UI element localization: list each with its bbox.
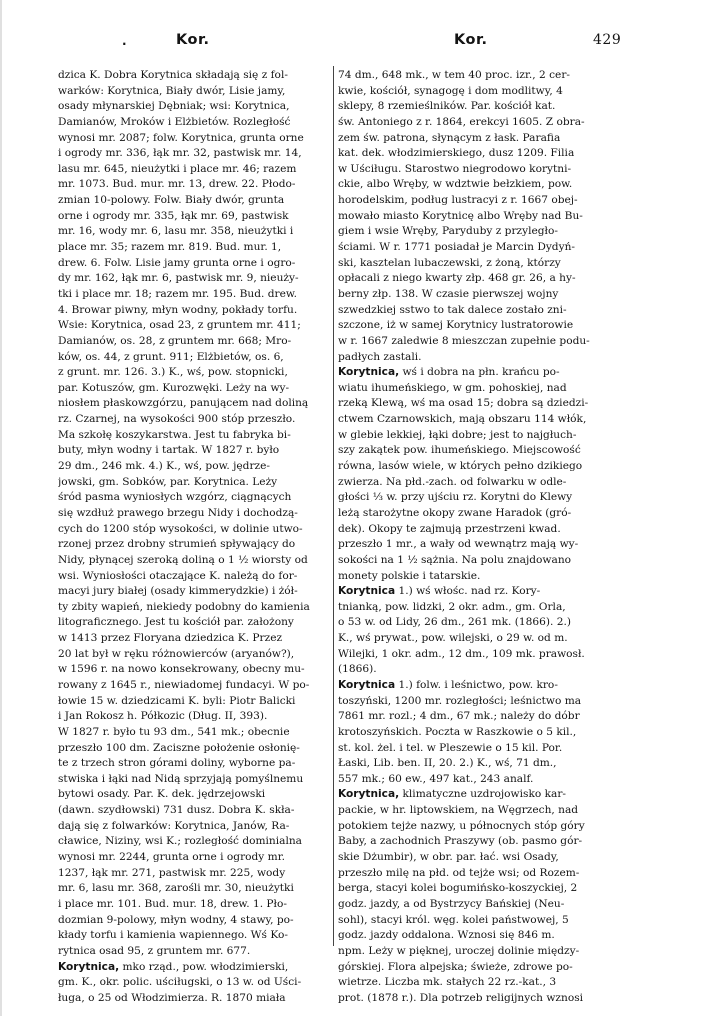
entry-headword: Korytnica: [338, 585, 396, 598]
line-text: 1.) folw. i leśnictwo, pow. kro-: [395, 678, 558, 691]
text-line: [58, 647, 332, 663]
text-line: [338, 803, 620, 819]
text-line: [58, 396, 332, 412]
line-text: ski, kasztelan lubaczewski, z żoną, którzy: [338, 256, 561, 269]
line-text: 1237, łąk mr. 271, pastwisk mr. 225, wody: [58, 866, 286, 879]
line-text: ściami. W r. 1771 posiadał je Marcin Dydyń-: [338, 241, 575, 254]
text-line: [58, 709, 332, 725]
line-text: place mr. 35; razem mr. 819. Bud. mur. 1,: [58, 241, 282, 254]
text-line: [58, 443, 332, 459]
text-line: [338, 224, 620, 240]
line-text: dają się z folwarków: Korytnica, Janów, Ra-: [58, 819, 290, 832]
entry-headword: Korytnica: [338, 678, 396, 691]
text-line: [58, 193, 332, 209]
text-line: [58, 177, 332, 193]
text-line: [58, 99, 332, 115]
text-line: [58, 459, 332, 475]
text-line: [338, 365, 620, 381]
line-text: packie, w hr. liptowskiem, na Węgrzech, nad: [338, 804, 579, 817]
text-line: [338, 678, 620, 694]
text-line: [58, 819, 332, 835]
text-line: [58, 991, 332, 1007]
text-line: [58, 897, 332, 913]
line-text: przeszło milę na płd. od tejże wsi; od Rozem-: [338, 866, 580, 879]
line-text: stwiska i łąki nad Nidą sprzyjają pomyślnemu: [58, 772, 304, 785]
text-line: [338, 256, 620, 272]
line-text: i ogrody mr. 336, łąk mr. 32, pastwisk mr. 14,: [58, 147, 302, 160]
line-text: się wzdłuż prawego brzegu Nidy i dochodzą-: [58, 506, 298, 519]
text-line: [338, 334, 620, 350]
text-line: [58, 303, 332, 319]
text-line: [338, 443, 620, 459]
line-text: w 1596 r. na nowo konsekrowany, obecny mu-: [58, 663, 305, 676]
text-line: [338, 725, 620, 741]
text-line: [338, 944, 620, 960]
text-line: [338, 756, 620, 772]
text-line: [338, 350, 620, 366]
line-text: K., wś prywat., pow. wilejski, o 29 w. od m.: [338, 632, 568, 645]
text-line: [338, 271, 620, 287]
line-text: zmian 10-polowy. Folw. Biały dwór, grunta: [58, 194, 285, 207]
text-line: [58, 944, 332, 960]
line-text: wynosi mr. 2087; folw. Korytnica, grunta orne: [58, 131, 304, 144]
text-line: [338, 741, 620, 757]
text-line: [58, 928, 332, 944]
text-line: [58, 960, 332, 976]
text-line: [338, 709, 620, 725]
line-text: przeszło 100 dm. Zaciszne położenie osłonię-: [58, 741, 300, 754]
text-line: [338, 381, 620, 397]
text-line: [338, 569, 620, 585]
header-left-word: Kor.: [176, 32, 210, 48]
line-text: cych do 1200 stóp wysokości, w dolinie utwo-: [58, 522, 303, 535]
line-text: sokości na 1 ½ sążnia. Na polu znajdowano: [338, 553, 572, 566]
line-text: Wilejki, 1 okr. adm., 12 dm., 109 mk. prawosł.: [338, 647, 585, 660]
line-text: 29 dm., 246 mk. 4.) K., wś, pow. jędrze-: [58, 460, 270, 473]
line-text: horodelskim, podług lustracyi z r. 1667 obej-: [338, 194, 578, 207]
line-text: sohl), stacyi król. węg. kolei państwowej, 5: [338, 913, 569, 926]
text-line: [58, 162, 332, 178]
text-line: [338, 881, 620, 897]
text-line: [58, 866, 332, 882]
line-text: (1866).: [338, 663, 377, 676]
line-text: leżą starożytne okopy zwane Haradok (gró-: [338, 506, 572, 519]
line-text: i Jan Rokosz h. Półkozic (Dług. II, 393).: [58, 710, 268, 723]
line-text: 7861 mr. rozl.; 4 dm., 67 mk.; należy do dóbr: [338, 710, 580, 723]
line-text: rowany z 1645 r., niewiadomej fundacyi. W po-: [58, 678, 310, 691]
text-line: [58, 131, 332, 147]
text-line: [338, 522, 620, 538]
text-line: [58, 834, 332, 850]
text-line: [58, 84, 332, 100]
text-line: [338, 975, 620, 991]
line-text: krotoszyńskich. Poczta w Raszkowie o 5 kil.,: [338, 725, 577, 738]
line-text: dozmian 9-polowy, młyn wodny, 4 stawy, po-: [58, 913, 294, 926]
text-line: [58, 334, 332, 350]
text-line: [338, 99, 620, 115]
text-line: [338, 303, 620, 319]
line-text: 557 mk.; 60 ew., 497 kat., 243 analf.: [338, 772, 534, 785]
line-text: wsi. Wyniosłości otaczające K. należą do for-: [58, 569, 298, 582]
page-number: 429: [593, 32, 622, 48]
running-header: [0, 28, 720, 54]
text-line: [338, 647, 620, 663]
text-line: [338, 819, 620, 835]
text-line: [58, 787, 332, 803]
line-text: szy zakątek pow. ihumeńskiego. Miejscowość: [338, 444, 581, 457]
text-line: [58, 271, 332, 287]
text-line: [58, 803, 332, 819]
text-line: [58, 662, 332, 678]
line-text: rzeką Klewą, wś ma osad 15; dobra są dziedzi-: [338, 397, 589, 410]
line-text: łowie 15 w. dziedzicami K. byli: Piotr Balicki: [58, 694, 296, 707]
line-text: tki i place mr. 18; razem mr. 195. Bud. drew.: [58, 287, 298, 300]
text-line: [58, 381, 332, 397]
line-text: sklepy, 8 rzemieślników. Par. kościół kat.: [338, 100, 556, 113]
line-text: górskiej. Flora alpejska; świeże, zdrowe po-: [338, 960, 573, 973]
entry-headword: Korytnica,: [58, 960, 120, 973]
text-line: [58, 412, 332, 428]
text-line: [338, 193, 620, 209]
line-text: ków, os. 44, z grunt. 911; Elżbietów, os. 6,: [58, 350, 284, 363]
line-text: berny złp. 138. W czasie pierwszej wojny: [338, 287, 559, 300]
line-text: równa, lasów wiele, w których pełno dzikiego: [338, 460, 583, 473]
line-text: kłady torfu i kamienia wapiennego. Wś Ko-: [58, 929, 288, 942]
line-text: mko rząd., pow. włodzimierski,: [119, 960, 289, 973]
line-text: kwie, kościół, synagogę i dom modlitwy, 4: [338, 84, 563, 97]
text-line: [58, 756, 332, 772]
line-text: lasu mr. 645, nieużytki i place mr. 46; razem: [58, 162, 297, 175]
line-text: padłych zastali.: [338, 350, 422, 363]
line-text: Damianów, Mroków i Elżbietów. Rozległość: [58, 115, 291, 128]
line-text: buty, młyn wodny i tartak. W 1827 r. było: [58, 444, 280, 457]
entry-headword: Korytnica,: [338, 788, 400, 801]
line-text: niosłem płaskowzgórzu, panującem nad doliną: [58, 397, 309, 410]
text-line: [338, 115, 620, 131]
text-line: [58, 615, 332, 631]
line-text: macyi jury białej (osady kimmerydzkie) i żół-: [58, 585, 298, 598]
text-line: [338, 146, 620, 162]
left-column: [58, 68, 332, 1006]
text-line: [338, 506, 620, 522]
text-line: [338, 537, 620, 553]
text-line: [338, 162, 620, 178]
line-text: rytnica osad 95, z gruntem mr. 677.: [58, 944, 251, 957]
line-text: drew. 6. Folw. Lisie jamy grunta orne i ogro-: [58, 256, 296, 269]
line-text: opłacali z niego kwarty złp. 468 gr. 26, a hy-: [338, 272, 576, 285]
text-line: [58, 569, 332, 585]
text-line: [338, 694, 620, 710]
line-text: szczone, iż w samej Korytnicy lustratorowie: [338, 319, 574, 332]
text-line: [338, 131, 620, 147]
text-line: [58, 553, 332, 569]
line-text: głości ⅓ w. przy ujściu rz. Korytni do Klewy: [338, 491, 573, 504]
line-text: mr. 6, lasu mr. 368, zarośli mr. 30, nieużytki: [58, 882, 294, 895]
line-text: zwierza. Na płd.-zach. od folwarku w odle-: [338, 475, 567, 488]
line-text: w 1413 przez Floryana dziedzica K. Przez: [58, 632, 283, 645]
text-line: [338, 459, 620, 475]
line-text: ckie, albo Wręby, w wdztwie bełzkiem, pow.: [338, 178, 573, 191]
text-line: [58, 318, 332, 334]
text-line: [58, 287, 332, 303]
line-text: potokiem tejże nazwy, u północnych stóp góry: [338, 819, 585, 832]
text-line: [338, 68, 620, 84]
text-line: [58, 584, 332, 600]
text-line: [58, 694, 332, 710]
text-line: [58, 913, 332, 929]
line-text: zem św. patrona, słynącym z łask. Parafia: [338, 131, 561, 144]
text-line: [58, 115, 332, 131]
line-text: Nidy, płynącej szeroką doliną o 1 ½ wiorsty od: [58, 553, 308, 566]
line-text: rz. Czarnej, na wysokości 900 stóp przeszło.: [58, 413, 296, 426]
text-line: [58, 490, 332, 506]
text-line: [58, 522, 332, 538]
text-line: [58, 68, 332, 84]
line-text: warków: Korytnica, Biały dwór, Lisie jamy,: [58, 84, 286, 97]
line-text: (dawn. szydłowski) 731 dusz. Dobra K. skła-: [58, 804, 295, 817]
line-text: przeszło 1 mr., a wały od wewnątrz mają wy-: [338, 538, 579, 551]
text-line: [338, 897, 620, 913]
entry-headword: Korytnica,: [338, 366, 400, 379]
line-text: dzica K. Dobra Korytnica składają się z fol-: [58, 69, 288, 81]
text-line: [338, 866, 620, 882]
line-text: Damianów, os. 28, z gruntem mr. 668; Mro-: [58, 334, 292, 347]
text-line: [338, 177, 620, 193]
line-text: bytowi osady. Par. K. dek. jędrzejowski: [58, 788, 266, 801]
text-line: [338, 991, 620, 1007]
line-text: godz. jazdy, a od Bystrzycy Bańskiej (Neu-: [338, 897, 565, 910]
text-line: [338, 662, 620, 678]
text-line: [58, 741, 332, 757]
line-text: litograficznego. Jest tu kościół par. założony: [58, 616, 294, 629]
line-text: i place mr. 101. Bud. mur. 18, drew. 1. Pło-: [58, 897, 287, 910]
line-text: Ma szkołę koszykarstwa. Jest tu fabryka bi-: [58, 428, 291, 441]
text-line: [58, 146, 332, 162]
text-line: [338, 428, 620, 444]
text-line: [58, 365, 332, 381]
line-text: 1.) wś włośc. nad rz. Kory-: [395, 585, 541, 598]
line-text: berga, stacyi kolei bogumińsko-koszyckiej, 2: [338, 882, 578, 895]
line-text: mr. 1073. Bud. mur. mr. 13, drew. 22. Płodo-: [58, 178, 296, 191]
line-text: kat. dek. włodzimierskiego, dusz 1209. Filia: [338, 147, 575, 160]
line-text: wietrze. Liczba mk. stałych 22 rz.-kat., 3: [338, 976, 557, 989]
text-line: [338, 553, 620, 569]
text-line: [338, 412, 620, 428]
right-column: [338, 68, 620, 1006]
text-line: [58, 537, 332, 553]
line-text: mr. 16, wody mr. 6, lasu mr. 358, nieużytki i: [58, 225, 294, 238]
text-line: [338, 960, 620, 976]
text-line: [338, 240, 620, 256]
text-line: [338, 834, 620, 850]
line-text: te z trzech stron górami doliny, wyborne pa-: [58, 757, 296, 770]
line-text: 74 dm., 648 mk., w tem 40 proc. izr., 2 cer-: [338, 69, 570, 81]
line-text: o 53 w. od Lidy, 26 dm., 261 mk. (1866). 2.): [338, 616, 571, 629]
line-text: rzonej przez drobny strumień spływający do: [58, 538, 296, 551]
text-line: [338, 584, 620, 600]
line-text: Łaski, Lib. ben. II, 20. 2.) K., wś, 71 dm.,: [338, 757, 557, 770]
text-line: [58, 631, 332, 647]
line-text: śród pasma wyniosłych wzgórz, ciągnących: [58, 491, 292, 504]
line-text: prot. (1878 r.). Dla potrzeb religijnych wznosi: [338, 991, 584, 1004]
line-text: 4. Browar piwny, młyn wodny, pokłady torfu.: [58, 303, 298, 316]
text-line: [58, 256, 332, 272]
line-text: cławice, Niziny, wsi K.; rozległość dominialna: [58, 835, 302, 848]
text-line: [338, 787, 620, 803]
page-edge-shadow: [0, 0, 2, 1016]
text-line: [58, 678, 332, 694]
line-text: st. kol. żel. i tel. w Pleszewie o 15 kil. Por.: [338, 741, 563, 754]
line-text: w Uściługu. Starostwo niegrodowo korytni-: [338, 162, 572, 175]
line-text: wynosi mr. 2244, grunta orne i ogrody mr.: [58, 851, 285, 864]
text-line: [338, 318, 620, 334]
line-text: dek). Okopy te zajmują przestrzeni kwad.: [338, 522, 561, 535]
line-text: wś i dobra na płn. krańcu po-: [399, 366, 560, 379]
line-text: giem i wsie Wręby, Paryduby z przyległo-: [338, 225, 558, 238]
text-line: [338, 928, 620, 944]
text-line: [58, 350, 332, 366]
line-text: w glebie lekkiej, łąki dobre; jest to najgłuch-: [338, 428, 577, 441]
line-text: dy mr. 162, łąk mr. 6, pastwisk mr. 9, nieuży-: [58, 272, 299, 285]
text-line: [58, 240, 332, 256]
text-line: [58, 881, 332, 897]
line-text: toszyński, 1200 mr. rozległości; leśnictwo ma: [338, 694, 582, 707]
header-mark: .: [122, 34, 128, 48]
text-line: [338, 287, 620, 303]
line-text: orne i ogrody mr. 335, łąk mr. 69, pastwisk: [58, 209, 289, 222]
text-line: [338, 490, 620, 506]
text-line: [338, 475, 620, 491]
line-text: Baby, a zachodnich Praszywy (ob. pasmo gór-: [338, 835, 583, 848]
text-line: [338, 209, 620, 225]
text-line: [58, 975, 332, 991]
line-text: W 1827 r. było tu 93 dm., 541 mk.; obecnie: [58, 725, 290, 738]
text-line: [58, 209, 332, 225]
line-text: npm. Leży w pięknej, uroczej dolinie między-: [338, 944, 580, 957]
line-text: mowało miasto Korytnicę albo Wręby nad Bu-: [338, 209, 583, 222]
line-text: ługa, o 25 od Włodzimierza. R. 1870 miała: [58, 991, 286, 1004]
line-text: tnianką, pow. lidzki, 2 okr. adm., gm. Orla,: [338, 600, 566, 613]
line-text: skie Dżumbir), w obr. par. łać. wsi Osady,: [338, 851, 559, 864]
text-line: [58, 725, 332, 741]
text-line: [338, 600, 620, 616]
header-right-word: Kor.: [454, 32, 488, 48]
text-line: [338, 396, 620, 412]
line-text: monety polskie i tatarskie.: [338, 569, 481, 582]
text-line: [58, 850, 332, 866]
line-text: 20 lat był w ręku różnowierców (aryanów?),: [58, 647, 295, 660]
text-line: [338, 631, 620, 647]
text-line: [338, 772, 620, 788]
text-line: [338, 850, 620, 866]
text-line: [338, 913, 620, 929]
text-line: [58, 224, 332, 240]
text-line: [58, 428, 332, 444]
text-line: [58, 600, 332, 616]
line-text: ctwem Czarnowskich, mają obszaru 114 włók,: [338, 413, 587, 426]
line-text: szwedzkiej sstwo to tak dalece zostało zni-: [338, 303, 567, 316]
line-text: par. Kotuszów, gm. Kurozwęki. Leży na wy-: [58, 381, 290, 394]
text-line: [58, 772, 332, 788]
line-text: godz. jazdy oddalona. Wznosi się 846 m.: [338, 929, 555, 942]
line-text: ty zbity wapień, niekiedy podobny do kamienia: [58, 600, 310, 613]
line-text: św. Antoniego z r. 1864, erekcyi 1605. Z obra-: [338, 115, 585, 128]
text-line: [58, 506, 332, 522]
line-text: wiatu ihumeńskiego, w gm. pohoskiej, nad: [338, 381, 567, 394]
text-line: [338, 84, 620, 100]
text-line: [338, 615, 620, 631]
line-text: jowski, gm. Sobków, par. Korytnica. Leży: [58, 475, 278, 488]
text-line: [58, 475, 332, 491]
line-text: klimatyczne uzdrojowisko kar-: [399, 788, 566, 801]
line-text: Wsie: Korytnica, osad 23, z gruntem mr. 411;: [58, 319, 301, 332]
line-text: osady młynarskiej Dębniak; wsi: Korytnica,: [58, 100, 290, 113]
line-text: z grunt. mr. 126. 3.) K., wś, pow. stopnicki,: [58, 366, 288, 379]
column-divider: [333, 66, 334, 946]
line-text: gm. K., okr. polic. uściługski, o 13 w. od Uści-: [58, 976, 302, 989]
line-text: w r. 1667 zaledwie 8 mieszczan zupełnie podu-: [338, 334, 590, 347]
